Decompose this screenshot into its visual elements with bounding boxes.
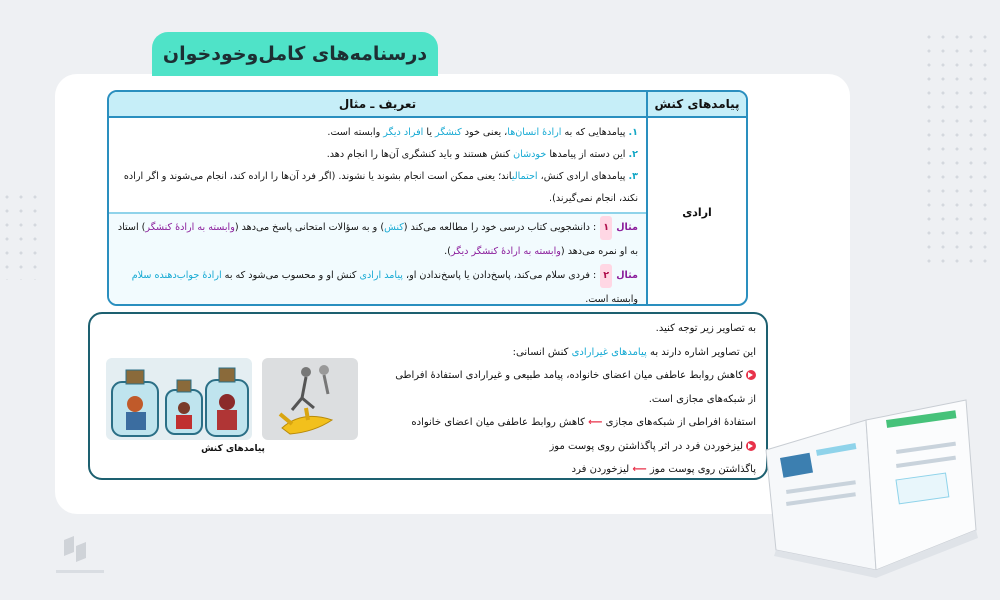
dot-pattern-left <box>0 190 40 280</box>
example-2: مثال ۲ : فردی سلام می‌کند، پاسخ‌دادن یا پاسخ‌ندادن او، پیامد ارادی کنش او و محسوب می‌شود که به ارادهٔ جواب‌دهنده سلام وابسته است. <box>115 264 638 306</box>
banana-slip-illustration <box>262 358 358 440</box>
bottles-illustration <box>106 358 252 440</box>
dot-pattern <box>922 30 992 270</box>
play-bullet-icon <box>746 441 756 451</box>
box-line-2: این تصاویر اشاره دارند به پیامدهای غیرارادی کنش انسانی: <box>512 346 756 358</box>
column-header-definition: تعریف ـ مثال <box>338 97 417 111</box>
box-line-7: پاگذاشتن روی پوست موز ⟵ لیزخوردن فرد <box>571 464 756 475</box>
arrow-icon: ⟵ <box>588 417 603 428</box>
arrow-icon: ⟵ <box>632 464 647 475</box>
box-line-5: استفادهٔ افراطی از شبکه‌های مجازی ⟵ کاهش روابط عاطفی میان اعضای خانواده <box>411 417 756 428</box>
example-1: مثال ۱ : دانشجویی کتاب درسی خود را مطالعه می‌کند (کنش) و به سؤالات امتحانی پاسخ می‌دهد (وابسته به ارادهٔ کنشگر) استاد به او نمره می‌دهد (وابسته به ارادهٔ کنشگر دیگر). <box>115 216 638 264</box>
definition-3: ۳. پیامدهای ارادی کنش، احتمالیاند؛ یعنی ممکن است انجام بشوند یا نشوند. (اگر فرد آن‌ها را اراده کند، انجام می‌شوند و اگر اراده نکند، انجام نمی‌گیرند). <box>123 171 638 204</box>
box-line-1: به تصاویر زیر توجه کنید. <box>655 323 756 334</box>
definition-1: ۱. پیامدهایی که به ارادهٔ انسان‌ها، یعنی خود کنشگر یا افراد دیگر وابسته است. <box>327 127 638 138</box>
image-caption: پیامدهای کنش <box>201 444 265 454</box>
examples <box>109 214 646 306</box>
box-line-4: از شبکه‌های مجازی است. <box>648 393 756 405</box>
row-label-voluntary: ارادی <box>646 118 746 306</box>
definition-2: ۲. این دسته از پیامدها خودشان کنش هستند و باید کنشگری آن‌ها را انجام دهد. <box>326 149 638 160</box>
table-row <box>109 118 746 306</box>
publisher-logo <box>52 532 112 582</box>
play-bullet-icon <box>746 370 756 380</box>
box-line-3: کاهش روابط عاطفی میان اعضای خانواده، پیامد طبیعی و غیرارادی استفادهٔ افراطی <box>316 364 756 388</box>
page-title: درسنامه‌های کامل‌وخودخوان <box>152 32 438 76</box>
definition-table <box>107 90 748 306</box>
book-illustration <box>756 380 981 580</box>
box-line-6: لیزخوردن فرد در اثر پاگذاشتن روی پوست موز <box>316 435 756 459</box>
table-header <box>109 92 746 118</box>
definitions <box>109 118 646 214</box>
column-header-consequences: پیامدهای کنش <box>646 92 746 116</box>
